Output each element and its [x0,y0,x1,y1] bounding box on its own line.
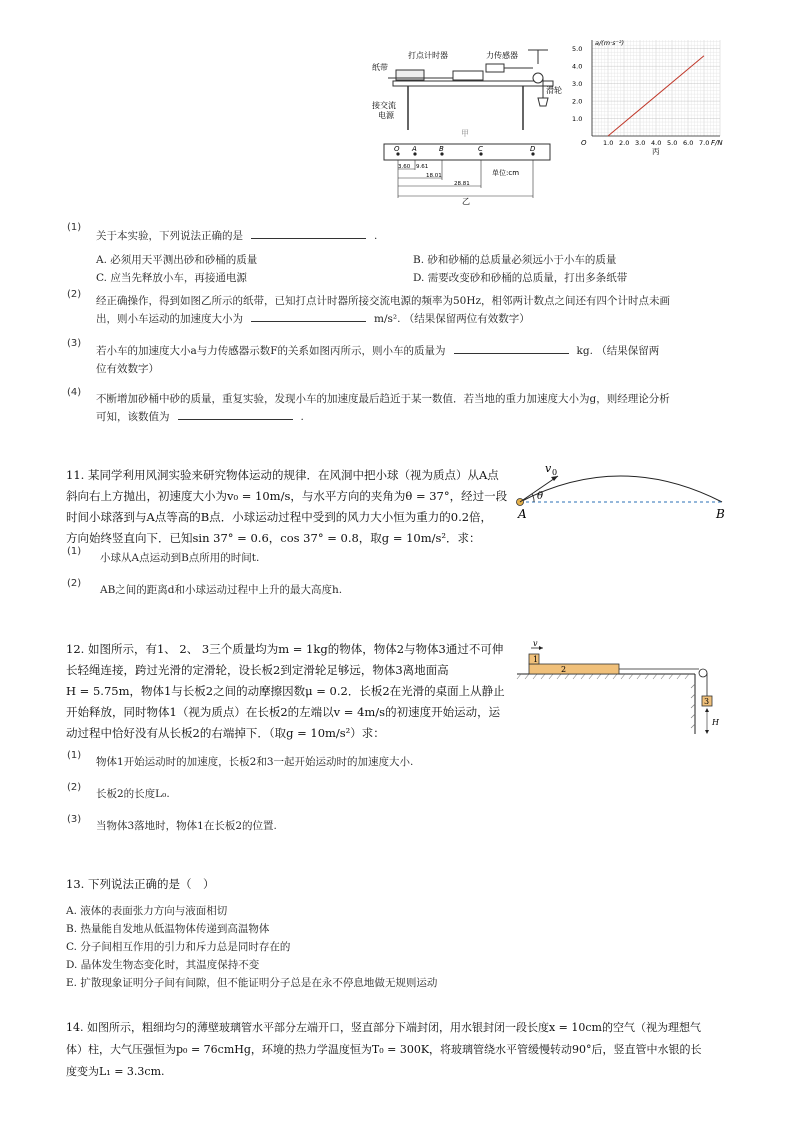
q12-line3: H = 5.75m，物体1与长板2之间的动摩擦因数μ = 0.2．长板2在光滑的桌面上从静止 [66,684,505,698]
chart-y-tick-3: 2.0 [572,97,583,106]
q11-line2: 斜向右上方抛出，初速度大小为v₀ = 10m/s，与水平方向的夹角为θ = 37°，经过一段 [66,489,508,503]
chart-y-tick-0: 5.0 [572,45,583,54]
q12-fig-v: v [533,640,538,648]
figure-yi [382,140,554,205]
yi-caption: 乙 [462,197,470,205]
q10-p4-line2 [96,407,304,428]
jia-power-label: 接交流 [372,101,396,110]
q12-line2: 长轻绳连接，跨过光滑的定滑轮，设长板2到定滑轮足够远，物体3离地面高 [66,663,449,677]
q14-line1: 14. 如图所示，粗细均匀的薄壁玻璃管水平部分左端开口，竖直部分下端封闭，用水银封闭一段长度x = 10cm的空气（视为理想气 [66,1021,701,1034]
q11-p1: 小球从A点运动到B点所用的时间t. [100,552,260,564]
q12-line4: 开始释放，同时物体1（视为质点）在长板2的左端以v = 4m/s的初速度开始运动，运 [66,705,501,719]
q10-p3-blank[interactable] [454,341,569,354]
tape-point-B: B [439,145,444,153]
tape-point-C: C [478,145,483,153]
jia-tape-label: 纸带 [372,63,388,72]
q12-p3-num: (3) [67,814,82,825]
q12-line1: 12. 如图所示，有1、 2、 3三个质量均为m = 1kg的物体，物体2与物体3通过不可伸 [66,642,504,656]
q12-fig-block3: 3 [704,697,710,706]
q14-line3: 度变为L₁ = 3.3cm. [66,1065,165,1078]
q14-line2: 体）柱，大气压强恒为p₀ = 76cmHg，环境的热力学温度恒为T₀ = 300K，将玻璃管绕水平管缓慢转动90°后，竖直管中水银的长 [66,1043,702,1056]
q10-p2-line1: 经正确操作，得到如图乙所示的纸带，已知打点计时器所接交流电源的频率为50Hz，相邻两计数点之间还有四个计时点未画 [96,295,671,307]
q10-p3-line1b: kg. （结果保留两 [576,345,660,357]
q12-figure [515,640,730,735]
chart-y-tick-4: 1.0 [572,115,583,124]
q11-fig-A: A [518,507,527,521]
q10-p2-line2b: m/s². （结果保留两位有效数字） [374,313,530,325]
q11-p1-num: (1) [67,546,82,557]
figure-bing [568,36,728,158]
q12-p2-num: (2) [67,782,82,793]
q10-p3-line1 [96,341,659,362]
q13-title: 13. 下列说法正确的是（ ） [66,877,215,891]
chart-x-tick-6: 7.0 [699,139,710,147]
jia-caption: 甲 [461,129,469,138]
q10-p2-line2a: 出，则小车运动的加速度大小为 [96,313,243,325]
chart-x-tick-5: 6.0 [683,139,694,147]
q12-fig-H: H [712,718,719,727]
q10-p3-line2: 位有效数字） [96,363,159,375]
q11-line3: 时间小球落到与A点等高的B点．小球运动过程中受到的风力大小恒为重力的0.2倍， [66,510,493,524]
q12-p2: 长板2的长度L₀. [96,788,170,800]
q11-p2: AB之间的距离d和小球运动过程中上升的最大高度h. [100,584,343,596]
jia-pulley-label: 滑轮 [546,86,562,95]
figure-jia [368,38,568,138]
q10-p1-option-a: A. 必须用天平测出砂和砂桶的质量 [96,254,258,266]
q10-p1-stem-a: 关于本实验，下列说法正确的是 [96,230,243,242]
chart-x-label: F/N [711,139,723,147]
q13-option-b: B. 热量能自发地从低温物体传递到高温物体 [66,923,270,935]
chart-x-tick-0: 1.0 [603,139,614,147]
q12-p1-num: (1) [67,750,82,761]
q12-p1: 物体1开始运动时的加速度，长板2和3一起开始运动时的加速度大小. [96,756,414,768]
chart-y-tick-1: 4.0 [572,62,583,71]
tape-point-A: A [412,145,417,153]
q10-p4-line1: 不断增加砂桶中砂的质量，重复实验，发现小车的加速度最后趋近于某一数值．若当地的重力加速度大小为g，则经理论分析 [96,393,670,405]
q10-p2-num: (2) [67,289,82,300]
chart-y-tick-2: 3.0 [572,80,583,89]
tape-point-D: D [530,145,536,153]
q10-p3-line1a: 若小车的加速度大小a与力传感器示数F的关系如图丙所示，则小车的质量为 [96,345,446,357]
q10-p1-stem-b: . [374,230,378,242]
tape-d2: 9.61 [416,164,429,170]
chart-y-label: a/(m·s⁻²) [595,39,625,47]
tape-d1: 3.60 [398,164,411,170]
q12-line5: 动过程中恰好没有从长板2的右端掉下．（取g = 10m/s²）求： [66,726,385,740]
q11-fig-v0-sub: 0 [552,468,558,477]
q13-option-a: A. 液体的表面张力方向与液面相切 [66,905,228,917]
jia-power-label-2: 电源 [378,111,394,120]
q12-fig-block1: 1 [533,655,539,664]
tape-d4: 28.81 [454,181,470,187]
q10-p2-line2 [96,309,530,330]
q10-p1-option-b: B. 砂和砂桶的总质量必须远小于小车的质量 [413,254,617,266]
jia-sensor-label: 力传感器 [486,51,518,60]
tape-unit: 单位:cm [492,169,520,177]
tape-point-O: O [394,145,400,153]
q11-fig-v0: v [545,462,552,475]
chart-x-tick-2: 3.0 [635,139,646,147]
q11-fig-theta: θ [537,491,544,502]
q12-p3: 当物体3落地时，物体1在长板2的位置. [96,820,277,832]
q10-p4-blank[interactable] [178,407,293,420]
q11-p2-num: (2) [67,578,82,589]
q12-fig-board2: 2 [561,665,567,674]
q10-p2-blank[interactable] [251,309,366,322]
chart-x-tick-4: 5.0 [667,139,678,147]
chart-origin: O [581,139,587,147]
q10-p4-num: (4) [67,387,82,398]
q10-p1-option-d: D. 需要改变砂和砂桶的总质量，打出多条纸带 [413,272,628,284]
q11-fig-B: B [716,507,725,521]
q10-p1-option-c: C. 应当先释放小车，再接通电源 [96,272,247,284]
tape-d3: 18.01 [426,173,442,179]
q13-option-d: D. 晶体发生物态变化时，其温度保持不变 [66,959,260,971]
q10-p4-line2b: . [300,411,304,423]
q13-option-e: E. 扩散现象证明分子间有间隙，但不能证明分子总是在永不停息地做无规则运动 [66,977,438,989]
q10-p1-num: (1) [67,222,82,233]
q11-line4: 方向始终竖直向下．已知sin 37° = 0.6，cos 37° = 0.8，取g = 10m/s²．求： [66,531,481,545]
q10-p3-num: (3) [67,338,82,349]
q13-option-c: C. 分子间相互作用的引力和斥力总是同时存在的 [66,941,291,953]
q10-p1-blank[interactable] [251,226,366,239]
q11-figure [510,462,735,522]
chart-x-tick-1: 2.0 [619,139,630,147]
q10-p1-stem [96,226,377,247]
chart-grid [592,40,720,136]
jia-timer-label: 打点计时器 [408,51,448,60]
chart-x-tick-3: 4.0 [651,139,662,147]
bing-caption: 丙 [652,147,660,156]
q10-p4-line2a: 可知，该数值为 [96,411,170,423]
q11-line1: 11. 某同学利用风洞实验来研究物体运动的规律．在风洞中把小球（视为质点）从A点 [66,468,499,482]
